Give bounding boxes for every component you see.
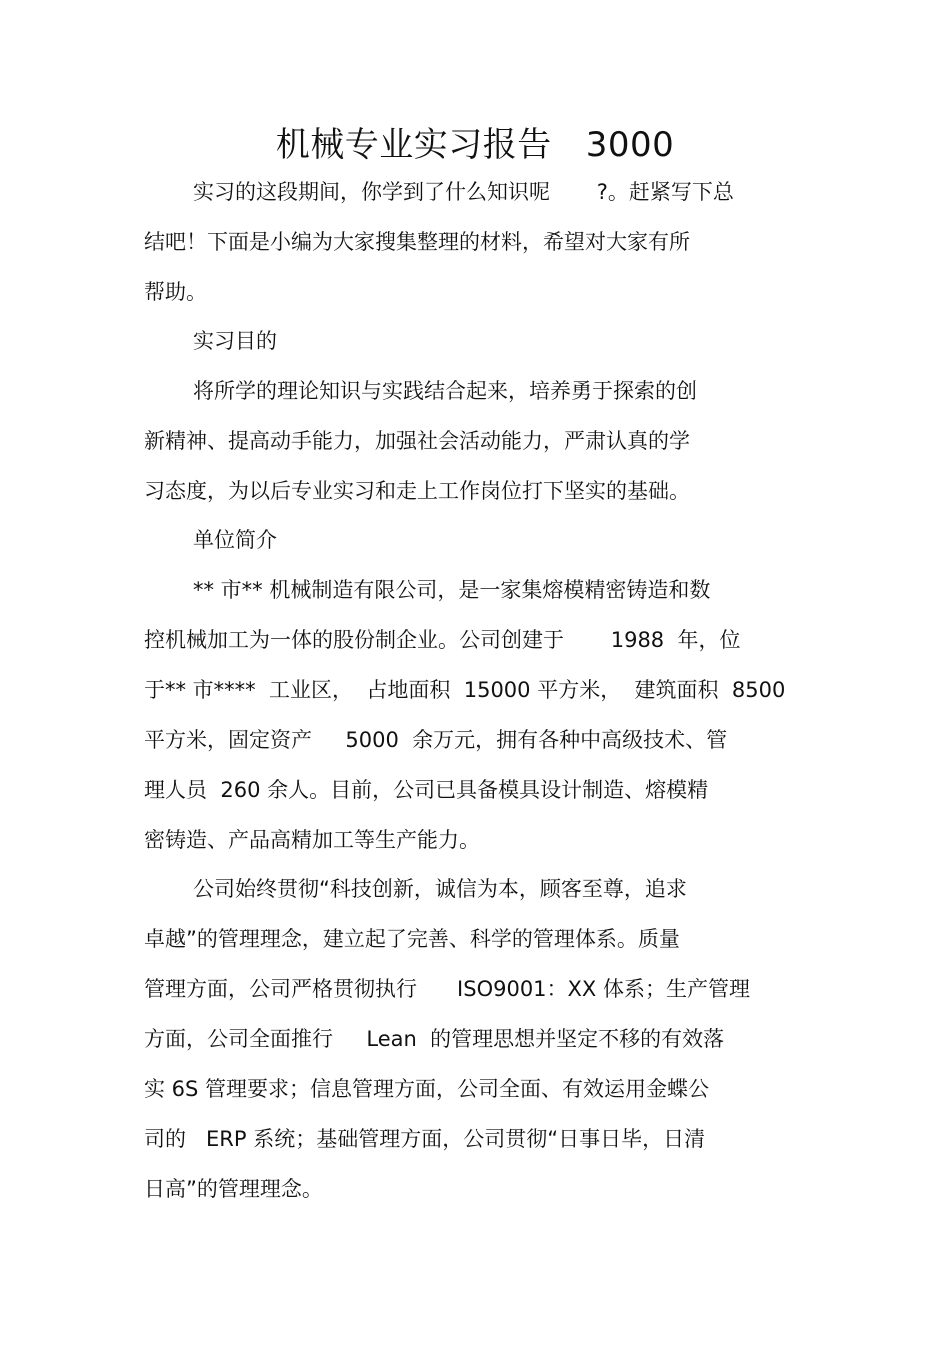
paragraph-line: 将所学的理论知识与实践结合起来，培养勇于探索的创 [193,379,697,403]
paragraph-line: 习态度，为以后专业实习和走上工作岗位打下坚实的基础。 [144,479,690,503]
paragraph-line: 帮助。 [144,280,207,304]
paragraph-line: 结吧！下面是小编为大家搜集整理的材料，希望对大家有所 [144,230,690,254]
paragraph-line: 控机械加工为一体的股份制企业。公司创建于 1988 年，位 [144,628,741,652]
paragraph-line: 新精神、提高动手能力，加强社会活动能力，严肃认真的学 [144,429,690,453]
paragraph-line: 司的 ERP 系统；基础管理方面，公司贯彻“日事日毕，日清 [144,1127,706,1151]
paragraph-line: 卓越”的管理理念，建立起了完善、科学的管理体系。质量 [144,927,680,951]
paragraph-line: 日高”的管理理念。 [144,1177,323,1201]
paragraph-line: 实 6S 管理要求；信息管理方面，公司全面、有效运用金蝶公 [144,1077,710,1101]
section-heading: 单位简介 [193,528,277,552]
paragraph-line: 管理方面，公司严格贯彻执行 ISO9001：XX 体系；生产管理 [144,977,750,1001]
section-heading: 实习目的 [193,329,277,353]
paragraph-line: 平方米，固定资产 5000 余万元，拥有各种中高级技术、管 [144,728,728,752]
paragraph-line: 方面，公司全面推行 Lean 的管理思想并坚定不移的有效落 [144,1027,725,1051]
paragraph-line: ** 市** 机械制造有限公司，是一家集熔模精密铸造和数 [193,578,711,602]
document-title: 机械专业实习报告 3000 [275,125,675,165]
paragraph-line: 公司始终贯彻“科技创新，诚信为本，顾客至尊，追求 [193,877,687,901]
paragraph-line: 密铸造、产品高精加工等生产能力。 [144,828,480,852]
paragraph-line: 于** 市**** 工业区， 占地面积 15000 平方米， 建筑面积 8500 [144,678,786,702]
paragraph-line: 理人员 260 余人。目前，公司已具备模具设计制造、熔模精 [144,778,709,802]
paragraph-line: 实习的这段期间，你学到了什么知识呢 ?。赶紧写下总 [193,180,734,204]
